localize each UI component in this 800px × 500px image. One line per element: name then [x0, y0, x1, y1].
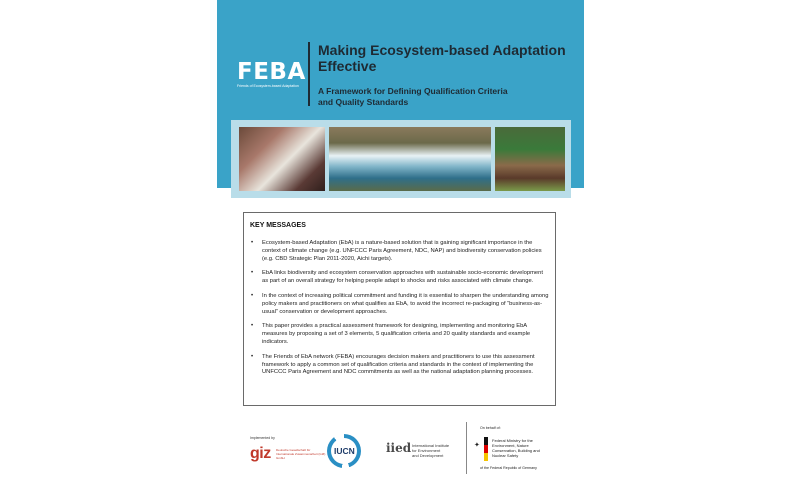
bullet-icon: •: [251, 270, 254, 277]
list-item: [250, 323, 550, 346]
republic-label: of the Federal Republic of Germany: [480, 466, 537, 470]
key-messages-box: [243, 212, 556, 406]
list-item: [250, 293, 550, 316]
document-title: [318, 42, 578, 74]
implemented-by-label: Implemented by: [250, 436, 275, 440]
bullet-icon: •: [251, 292, 254, 299]
bullet-icon: •: [251, 240, 254, 246]
on-behalf-label: On behalf of:: [480, 426, 501, 430]
list-item: [250, 354, 550, 377]
federal-eagle-icon: ✦: [474, 442, 480, 449]
photo-community-meeting: [239, 127, 325, 191]
key-messages-title: KEY MESSAGES: [250, 222, 306, 229]
iied-logo: iied: [386, 441, 412, 455]
feba-logo-text: FEBA: [237, 59, 306, 85]
document-subtitle: [318, 86, 578, 108]
iied-desc-line-1: International Institute: [412, 443, 450, 448]
iucn-logo-text: IUCN: [334, 446, 355, 456]
iied-description: [412, 443, 467, 458]
bullet-text: The Friends of EbA network (FEBA) encourages decision makers and practitioners to use this assessment framework to apply a common set of qualification criteria and standards in the context of implementing the UNFCCC Paris Agreement and NDC commitments as well as the national adaptation planning processes.: [262, 353, 535, 376]
ministry-name: Federal Ministry for the Environment, Nature Conservation, Building and Nuclear Safety: [492, 438, 540, 458]
title-line-1: Making Ecosystem-based Adaptation: [318, 42, 566, 58]
german-flag-icon: [484, 437, 488, 461]
photo-farmers: [495, 127, 565, 191]
footer-divider: [466, 422, 467, 474]
bullet-text: In the context of increasing political commitment and funding it is essential to sharpen the understanding among policy makers and practitioners on what qualifies as EbA, to avoid the incorrect re-packaging of “business-as-usual” conservation or development approaches.: [262, 292, 549, 315]
photo-waterfall: [329, 127, 491, 191]
bullet-text: EbA links biodiversity and ecosystem conservation approaches with sustainable socio-economic development as part of an overall strategy for helping people adapt to shocks and risks associated with climate change.: [262, 270, 543, 285]
iied-desc-line-3: and Development: [412, 453, 444, 458]
key-messages-list: [250, 240, 550, 384]
bullet-icon: •: [251, 353, 254, 360]
giz-description: Deutsche Gesellschaft für Internationale Zusammenarbeit (GIZ) GmbH: [276, 448, 326, 460]
subtitle-line-1: A Framework for Defining Qualification Criteria: [318, 86, 508, 96]
giz-logo: giz: [250, 445, 271, 462]
iied-desc-line-2: for Environment: [412, 448, 441, 453]
list-item: [250, 270, 550, 286]
list-item: [250, 240, 550, 263]
subtitle-line-2: and Quality Standards: [318, 97, 409, 107]
title-line-2: Effective: [318, 58, 377, 74]
bullet-icon: •: [251, 323, 254, 330]
photo-strip: [231, 120, 571, 198]
bullet-text: This paper provides a practical assessment framework for designing, implementing and monitoring EbA measures by proposing a set of 3 elements, 5 qualification criteria and 20 quality standards and example indicators.: [262, 323, 531, 345]
feba-logo: [231, 55, 319, 95]
header-divider: [308, 42, 310, 106]
feba-logo-subtitle: Friends of Ecosystem-based Adaptation: [237, 84, 299, 88]
bullet-text: Ecosystem-based Adaptation (EbA) is a nature-based solution that is gaining significant importance in the context of climate change (e.g. UNFCCC Paris Agreement, NDC, NAP) and biodiversity conservation policies (e.g. CBD Strategic Plan 2011-2020, Aichi targets).: [262, 240, 542, 262]
